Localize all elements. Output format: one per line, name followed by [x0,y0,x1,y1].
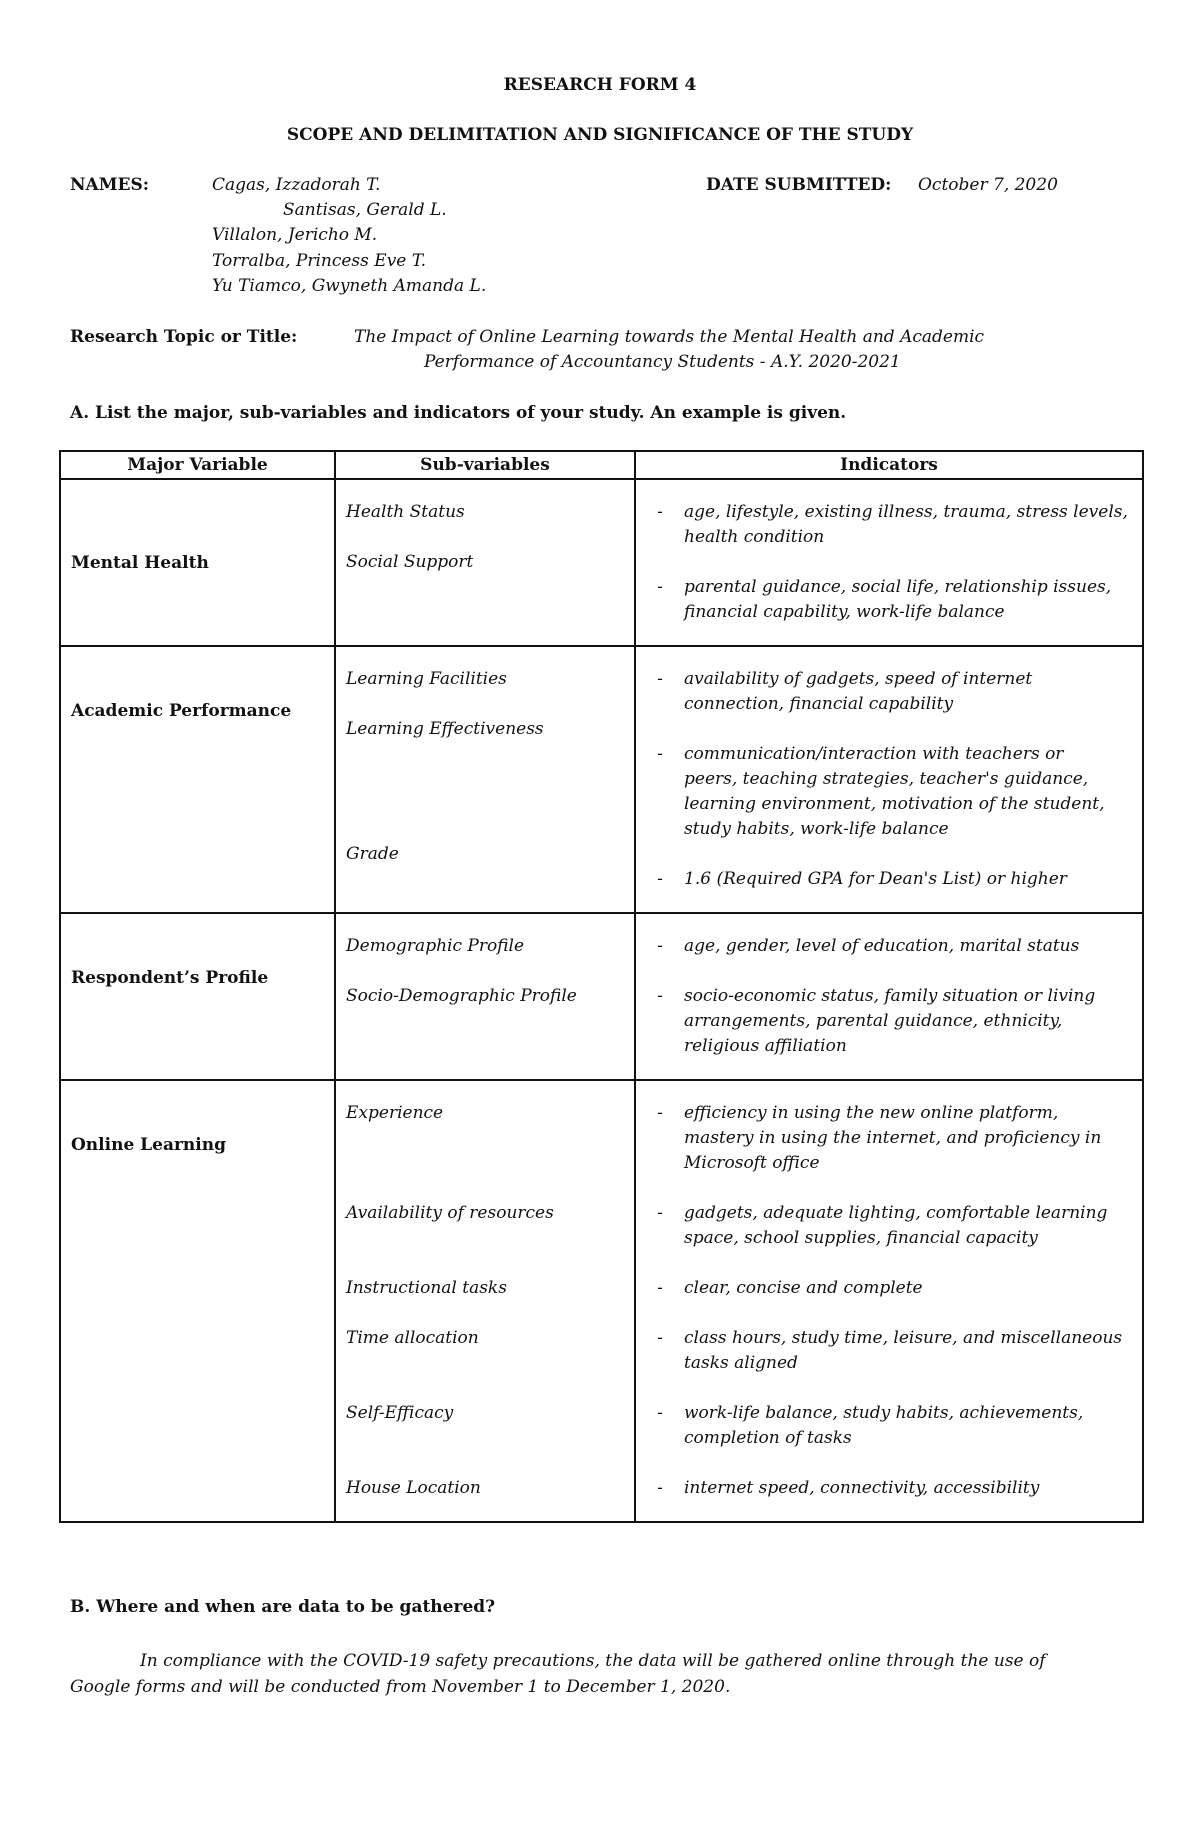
name-2: Santisas, Gerald L. [283,200,447,220]
research-topic-line-2: Performance of Accountancy Students - A.Y. 2020-2021 [424,352,901,372]
sub-variable: Self-Efficacy [346,1403,454,1423]
indicator-item: - efficiency in using the new online platform, mastery in using the internet, and proficiency in Microsoft office [657,1103,1102,1173]
sub-variable: Learning Effectiveness [346,719,544,739]
column-header-major-variable: Major Variable [60,451,335,479]
date-submitted-label: DATE SUBMITTED: [706,175,892,195]
indicator-item: - age, gender, level of education, marital status [657,936,1080,956]
sub-variable: Experience [346,1103,444,1123]
table-row [60,646,1143,913]
name-5: Yu Tiamco, Gwyneth Amanda L. [212,276,487,296]
form-subtitle: SCOPE AND DELIMITATION AND SIGNIFICANCE OF THE STUDY [286,125,914,145]
sub-variable: Socio-Demographic Profile [346,986,577,1006]
section-b-heading: B. Where and when are data to be gathered? [70,1597,496,1617]
indicator-item: - availability of gadgets, speed of internet connection, financial capability [657,669,1033,714]
name-1: Cagas, Izzadorah T. [212,175,381,195]
research-topic-line-1: The Impact of Online Learning towards the Mental Health and Academic [354,327,985,347]
indicator-item: - socio-economic status, family situation or living arrangements, parental guidance, ethnicity, religious affiliation [657,986,1096,1056]
indicator-item: - internet speed, connectivity, accessibility [657,1478,1040,1498]
indicator-item: - communication/interaction with teachers or peers, teaching strategies, teacher's guidance, learning environment, motivation of the student, study habits, work-life balance [657,744,1105,839]
section-a-heading: A. List the major, sub-variables and indicators of your study. An example is given. [70,403,847,423]
sub-variable: House Location [346,1478,481,1498]
sub-variable: Learning Facilities [346,669,507,689]
sub-variable: Grade [346,844,399,864]
sub-variable: Demographic Profile [346,936,525,956]
major-variable-cell: Respondent’s Profile [60,913,335,1080]
major-variable-cell: Academic Performance [60,646,335,913]
indicator-item: - 1.6 (Required GPA for Dean's List) or higher [657,869,1067,889]
table-row [60,1080,1143,1522]
names-label: NAMES: [70,175,150,195]
sub-variable: Social Support [346,552,474,572]
indicator-item: - parental guidance, social life, relationship issues, financial capability, work-life balance [657,577,1112,622]
major-variable-cell: Online Learning [60,1080,335,1522]
table-row [60,913,1143,1080]
section-b-paragraph: In compliance with the COVID-19 safety precautions, the data will be gathered online through the use of Google forms and will be conducted from November 1 to December 1, 2020. [70,1651,1046,1697]
sub-variable: Health Status [346,502,465,522]
form-title: RESEARCH FORM 4 [503,75,697,95]
column-header-indicators: Indicators [635,451,1143,479]
name-3: Villalon, Jericho M. [212,225,378,245]
sub-variable: Time allocation [346,1328,479,1348]
table-header-row [60,451,1143,479]
name-4: Torralba, Princess Eve T. [212,251,427,271]
column-header-sub-variables: Sub-variables [335,451,635,479]
indicator-item: - work-life balance, study habits, achievements, completion of tasks [657,1403,1084,1448]
indicator-item: - class hours, study time, leisure, and miscellaneous tasks aligned [657,1328,1123,1373]
indicator-item: - clear, concise and complete [657,1278,923,1298]
table-row [60,479,1143,646]
date-submitted-value: October 7, 2020 [918,175,1058,195]
sub-variable: Availability of resources [346,1203,554,1223]
major-variable-cell: Mental Health [60,479,335,646]
variables-table [59,450,1144,1523]
indicator-item: - age, lifestyle, existing illness, trauma, stress levels, health condition [657,502,1128,547]
indicator-item: - gadgets, adequate lighting, comfortable learning space, school supplies, financial capacity [657,1203,1108,1248]
sub-variable: Instructional tasks [346,1278,507,1298]
research-topic-label: Research Topic or Title: [70,327,298,347]
